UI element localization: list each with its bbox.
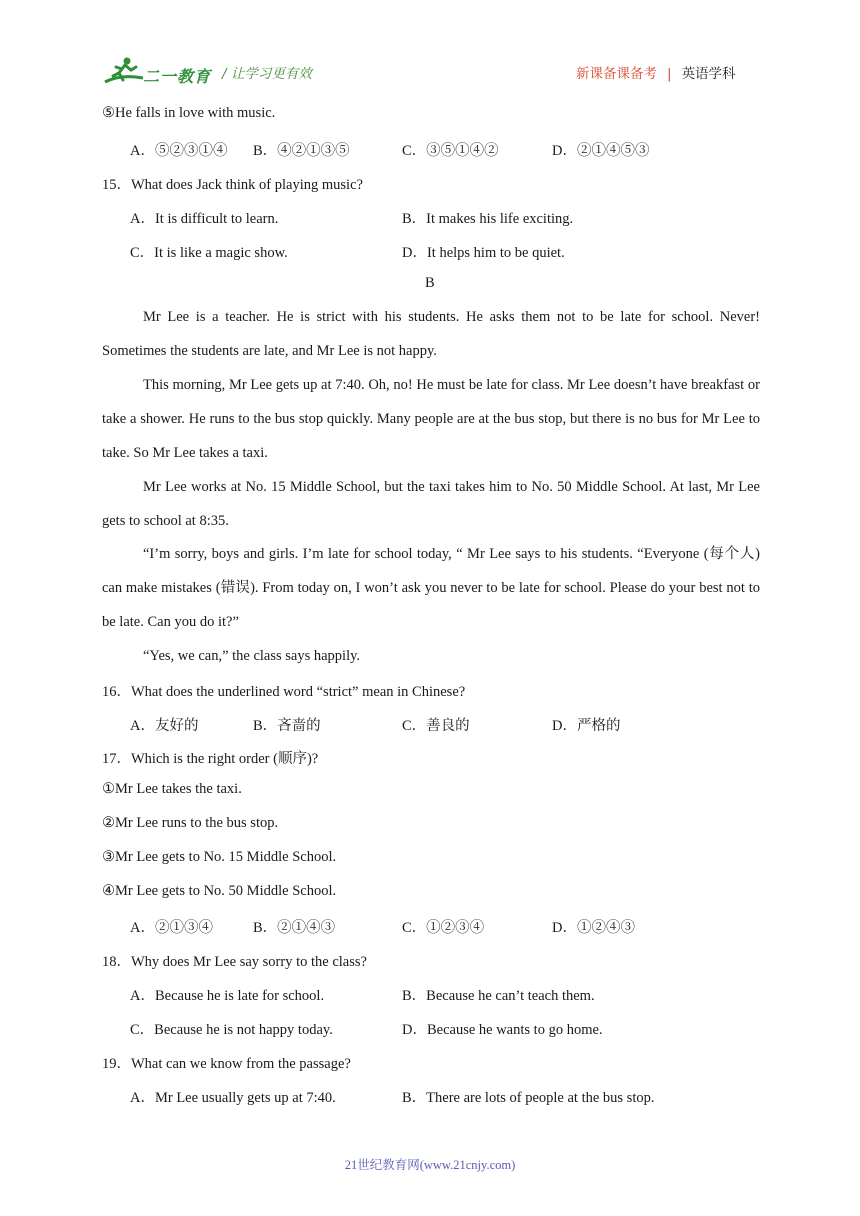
header-subject-label: 英语学科	[681, 66, 736, 82]
q17-option-c: C．①②③④	[402, 920, 485, 936]
header-course-label: 新课备课备考	[576, 66, 657, 82]
q14-option-c: C．③⑤①④②	[402, 143, 499, 159]
q15-option-d: D．It helps him to be quiet.	[402, 245, 565, 261]
header-slogan: / 让学习更有效	[222, 66, 312, 82]
q16-option-d: D．严格的	[552, 718, 621, 734]
q18-option-b: B．Because he can’t teach them.	[402, 988, 595, 1004]
passage-paragraph-2: This morning, Mr Lee gets up at 7:40. Oh, no! He must be late for class. Mr Lee doesn’t have breakfast or take a shower. He runs to the bus stop quickly. Many people are at the bus stop, but there is no bus for Mr Lee to take. So Mr Lee takes a taxi.	[102, 377, 760, 461]
q14-option-d: D．②①④⑤③	[552, 143, 650, 159]
passage-paragraph-3: Mr Lee works at No. 15 Middle School, but the taxi takes him to No. 50 Middle School. At last, Mr Lee gets to school at 8:35.	[102, 479, 760, 529]
runner-logo-icon	[103, 56, 145, 88]
q16-option-b: B．吝啬的	[253, 718, 321, 734]
q18-option-c: C．Because he is not happy today.	[130, 1022, 333, 1038]
q15-stem: 15．What does Jack think of playing music?	[102, 177, 363, 193]
q16-stem: 16．What does the underlined word “strict” mean in Chinese?	[102, 684, 466, 700]
q17-item-4: ④Mr Lee gets to No. 50 Middle School.	[102, 883, 337, 899]
q15-option-c: C．It is like a magic show.	[130, 245, 288, 261]
header-subject	[576, 62, 736, 82]
q18-stem: 18．Why does Mr Lee say sorry to the class?	[102, 954, 367, 970]
q16-option-c: C．善良的	[402, 718, 470, 734]
passage-paragraph-1: Mr Lee is a teacher. He is strict with his students. He asks them not to be late for school. Never! Sometimes the students are late, and Mr Lee is not happy.	[102, 309, 760, 359]
q15-option-a: A．It is difficult to learn.	[130, 211, 279, 227]
passage-paragraph-5: “Yes, we can,” the class says happily.	[143, 648, 361, 664]
q19-option-b: B．There are lots of people at the bus stop.	[402, 1090, 655, 1106]
q18-option-d: D．Because he wants to go home.	[402, 1022, 603, 1038]
section-b-heading: B	[425, 275, 435, 291]
q14-option-a: A．⑤②③①④	[130, 143, 228, 159]
q14-item-5: ⑤He falls in love with music.	[102, 105, 276, 121]
q14-option-b: B．④②①③⑤	[253, 143, 350, 159]
q17-option-b: B．②①④③	[253, 920, 336, 936]
q19-stem: 19．What can we know from the passage?	[102, 1056, 351, 1072]
site-logo	[103, 56, 212, 88]
q15-option-b: B．It makes his life exciting.	[402, 211, 574, 227]
page-header	[0, 0, 860, 100]
header-separator: |	[667, 66, 672, 82]
q19-option-a: A．Mr Lee usually gets up at 7:40.	[130, 1090, 336, 1106]
q17-item-2: ②Mr Lee runs to the bus stop.	[102, 815, 279, 831]
q18-option-a: A．Because he is late for school.	[130, 988, 325, 1004]
logo-text: 二一教育	[143, 67, 212, 86]
page-footer: 21世纪教育网(www.21cnjy.com)	[344, 1158, 516, 1172]
q17-stem: 17．Which is the right order (顺序)?	[102, 751, 319, 767]
q17-item-1: ①Mr Lee takes the taxi.	[102, 781, 242, 797]
passage-paragraph-4: “I’m sorry, boys and girls. I’m late for school today, “ Mr Lee says to his students. “Everyone (每个人) can make mistakes (错误). From today on, I won’t ask you never to be late for school. Please do your best not to be late. Can you do it?”	[102, 546, 760, 630]
q17-option-d: D．①②④③	[552, 920, 635, 936]
q17-option-a: A．②①③④	[130, 920, 213, 936]
q16-option-a: A．友好的	[130, 718, 199, 734]
q17-item-3: ③Mr Lee gets to No. 15 Middle School.	[102, 849, 337, 865]
